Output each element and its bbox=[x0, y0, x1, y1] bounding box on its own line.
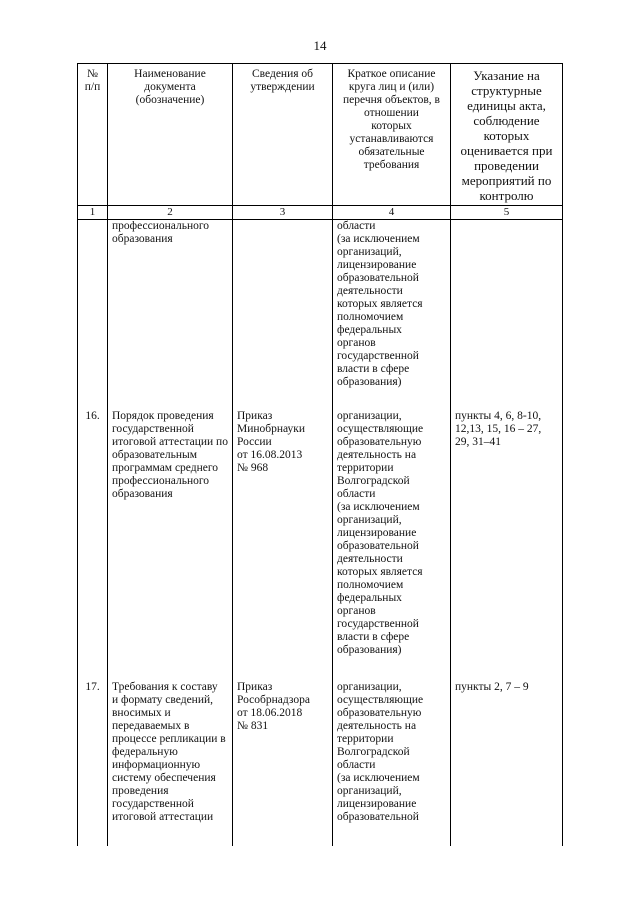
header-structural-units: Указание на структурные единицы акта, соблюдение которых оценивается при проведении мероприятий по контролю bbox=[451, 64, 563, 206]
row-number bbox=[78, 220, 108, 411]
table-row bbox=[78, 220, 563, 411]
column-number: 5 bbox=[451, 206, 563, 220]
column-number: 1 bbox=[78, 206, 108, 220]
description: области (за исключением организаций, лицензирование образовательной деятельности которых является полномочием федеральных органов государственной власти в сфере образования) bbox=[333, 220, 451, 411]
row-number: 16. bbox=[78, 410, 108, 681]
document-name: Требования к составу и формату сведений, вносимых и передаваемых в процессе репликации в федеральную информационную систему обеспечения проведения государственной итоговой аттестации bbox=[108, 681, 233, 846]
header-number: № п/п bbox=[78, 64, 108, 206]
table-row bbox=[78, 681, 563, 846]
description: организации, осуществляющие образовательную деятельность на территории Волгоградской области (за исключением организаций, лицензирование образовательной bbox=[333, 681, 451, 846]
table-header-row bbox=[78, 64, 563, 206]
approval-info: Приказ Минобрнауки России от 16.08.2013 № 968 bbox=[233, 410, 333, 681]
column-number: 4 bbox=[333, 206, 451, 220]
header-document-name: Наименование документа (обозначение) bbox=[108, 64, 233, 206]
structural-units: пункты 2, 7 – 9 bbox=[451, 681, 563, 846]
structural-units: пункты 4, 6, 8-10, 12,13, 15, 16 – 27, 29, 31–41 bbox=[451, 410, 563, 681]
document-name: Порядок проведения государственной итоговой аттестации по образовательным программам среднего профессионального образования bbox=[108, 410, 233, 681]
column-number: 3 bbox=[233, 206, 333, 220]
approval-info bbox=[233, 220, 333, 411]
row-number: 17. bbox=[78, 681, 108, 846]
header-description: Краткое описание круга лиц и (или) перечня объектов, в отношении которых устанавливаются обязательные требования bbox=[333, 64, 451, 206]
header-approval: Сведения об утверждении bbox=[233, 64, 333, 206]
document-name: профессионального образования bbox=[108, 220, 233, 411]
structural-units bbox=[451, 220, 563, 411]
column-number-row bbox=[78, 206, 563, 220]
table-row bbox=[78, 410, 563, 681]
page-number: 14 bbox=[313, 38, 327, 53]
approval-info: Приказ Рособрнадзора от 18.06.2018 № 831 bbox=[233, 681, 333, 846]
column-number: 2 bbox=[108, 206, 233, 220]
requirements-table bbox=[77, 63, 563, 846]
description: организации, осуществляющие образовательную деятельность на территории Волгоградской области (за исключением организаций, лицензирование образовательной деятельности которых является полномочием федеральных органов государственной власти в сфере образования) bbox=[333, 410, 451, 681]
